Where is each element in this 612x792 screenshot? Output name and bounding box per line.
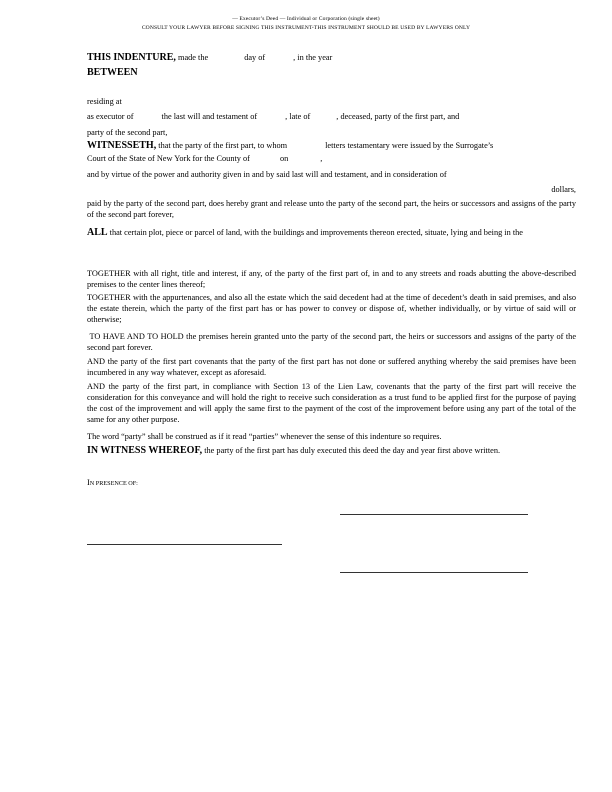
in-the-year-text: , in the year (293, 53, 333, 62)
witnesseth-lead: WITNESSETH, (87, 140, 157, 151)
indenture-lead: THIS INDENTURE, (87, 52, 176, 63)
witness-whereof-line: IN WITNESS WHEREOF, the party of the first part has duly executed this deed the day and year first above written. (87, 445, 501, 456)
made-the-text: made the (178, 53, 209, 62)
signature-line-right-bottom (340, 572, 528, 573)
lien-law-paragraph: AND the party of the first part, in compliance with Section 13 of the Lien Law, covenants that the party of the first part will receive the consideration for this conveyance and will hold the right to receive such consideration as a trust fund to be applied first for the purpose of paying the cost of the improvement and will apply the same first to the payment of the cost of the improvement before using any part of the total of the same for any other purpose. (87, 382, 576, 424)
lawyer-warning: CONSULT YOUR LAWYER BEFORE SIGNING THIS INSTRUMENT-THIS INSTRUMENT SHOULD BE USED BY LAWYERS ONLY (141, 25, 471, 31)
witness-signature-line (87, 544, 282, 545)
court-line: Court of the State of New York for the County of on , (87, 154, 323, 163)
covenants-paragraph: AND the party of the first part covenants that the party of the first part has not done or suffered anything whereby the said premises have been incumbered in any way whatever, except as aforesaid. (87, 357, 576, 377)
witnesseth-line: WITNESSETH, that the party of the first part, to whom letters testamentary were issued by the Surrogate’s (87, 140, 494, 151)
virtue-line: and by virtue of the power and authority given in and by said last will and testament, and in consideration of (87, 170, 447, 179)
party-second-text: party of the second part, (87, 128, 168, 137)
form-title: — Executor’s Deed — Individual or Corporation (single sheet) (232, 16, 380, 22)
witness-lead: IN WITNESS WHEREOF, (87, 445, 203, 456)
paid-paragraph: paid by the party of the second part, does hereby grant and release unto the party of the second part, the heirs or successors and assigns of the party of the second part forever, (87, 199, 576, 219)
together-appurtenances-paragraph: TOGETHER with the appurtenances, and also all the estate which the said decedent had at the time of decedent’s death in said premises, and also the estate therein, which the party of the first part has or has power to convey or dispose of, whether individually, or by virtue of said will or otherwise; (87, 293, 576, 324)
dollars-text: dollars, (551, 185, 576, 194)
party-construction-text: The word “party” shall be construed as if it read “parties” whenever the sense of this indenture so requires. (87, 432, 442, 441)
in-presence-of-label: IN PRESENCE OF: (87, 478, 138, 487)
executor-line: as executor of the last will and testament of , late of , deceased, party of the first part, and (87, 112, 460, 121)
to-have-paragraph: TO HAVE AND TO HOLD the premises herein granted unto the party of the second part, the heirs or successors and assigns of the party of the second part forever. (87, 332, 577, 352)
between-heading: BETWEEN (87, 67, 138, 78)
signature-line-right-top (340, 514, 528, 515)
together-streets-paragraph: TOGETHER with all right, title and interest, if any, of the party of the first part of, in and to any streets and roads abutting the above-described premises to the center lines thereof; (87, 269, 576, 289)
all-lead: ALL (87, 227, 108, 238)
day-of-text: day of (244, 53, 266, 62)
residing-at-text: residing at (87, 97, 122, 106)
indenture-line (87, 52, 576, 63)
all-paragraph: ALL that certain plot, piece or parcel of land, with the buildings and improvements thereon erected, situate, lying and being in the (87, 227, 523, 238)
